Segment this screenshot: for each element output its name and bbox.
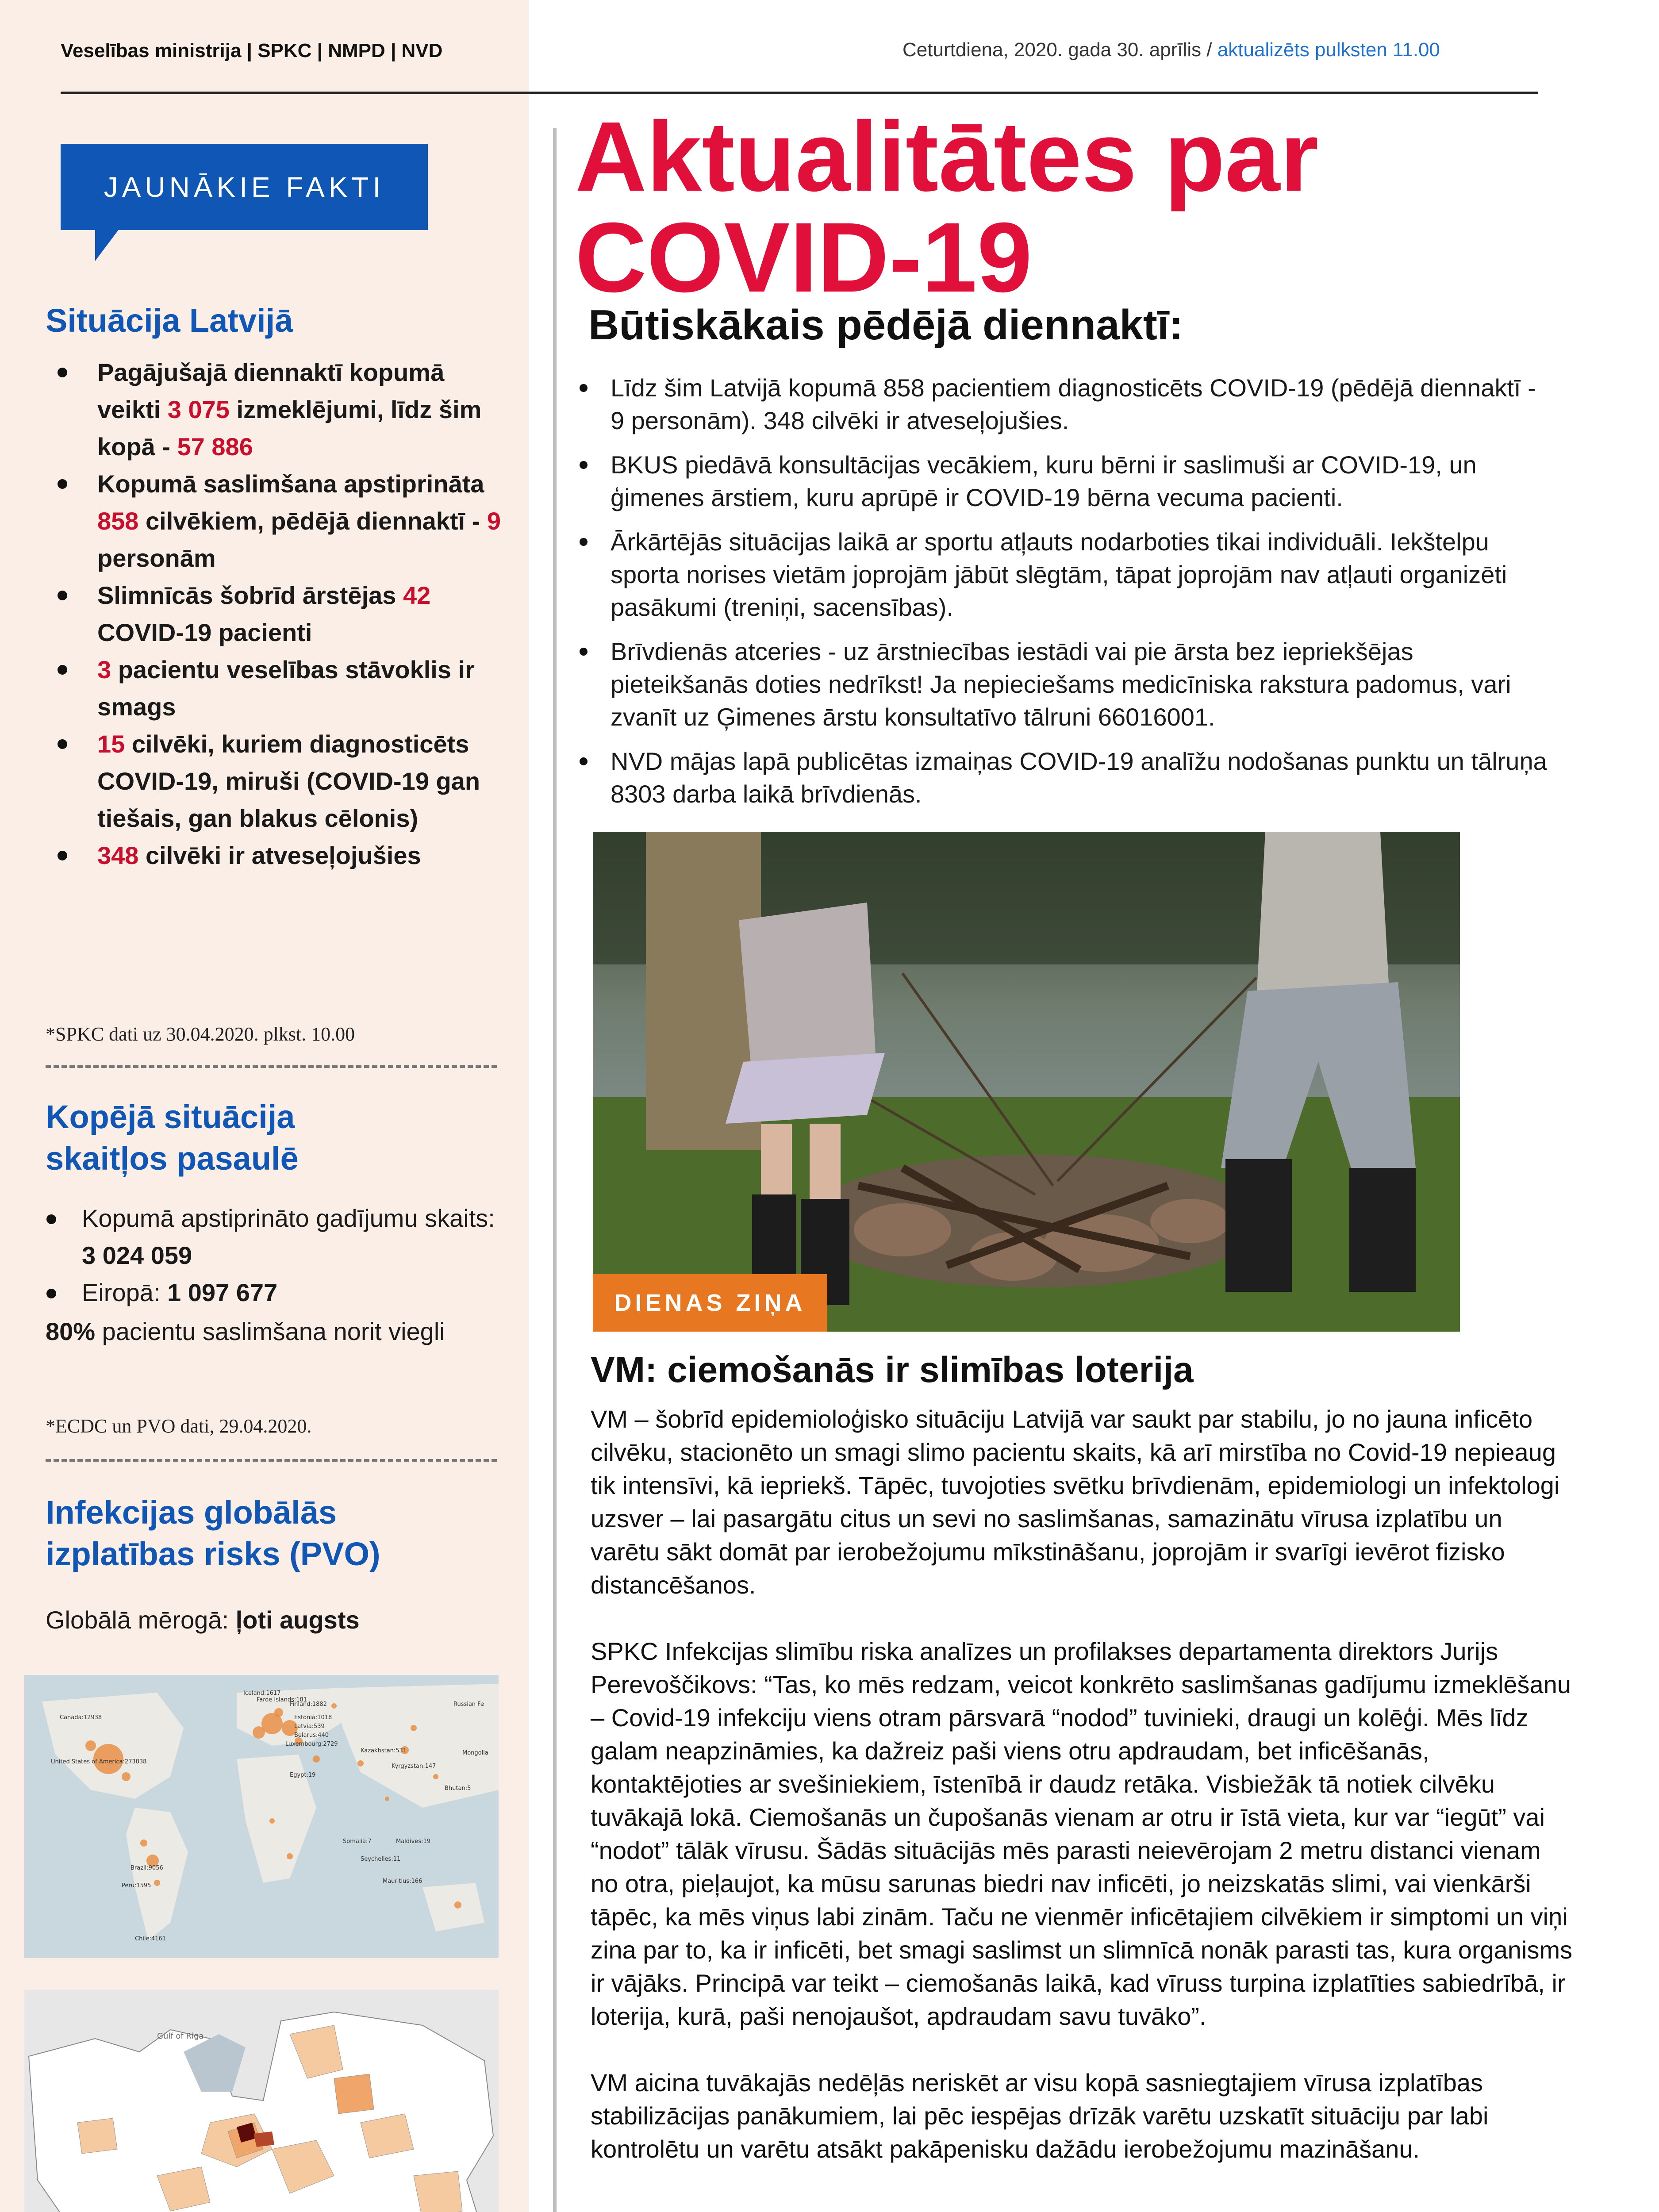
article-title: VM: ciemošanās ir slimības loterija <box>591 1350 1194 1390</box>
map-label: Estonia:1018 <box>294 1714 332 1721</box>
world-total: Kopumā apstiprināto gadījumu skaits: 3 024 059 <box>46 1200 507 1274</box>
map-label: Maldives:19 <box>396 1838 431 1845</box>
article-paragraph: VM – šobrīd epidemioloģisko situāciju Latvijā var saukt par stabilu, jo no jauna inficēto cilvēku, stacionēto un smagi slimo pacientu skaits, kā arī mirstība no Covid-19 nepieaug tik intensīvi, kā iepriekš. Tāpēc, tuvojoties svētku brīvdienām, epidemiologi un infektologi uzsver – lai pasargātu citus un sevi no saslimšanas, samazinātu vīrusa izplatību un varētu sākt domāt par ierobežojumu mīkstināšanu, joprojām ir svarīgi ievērot fizisko distancēšanos. <box>591 1405 1560 1599</box>
ecdc-note: *ECDC un PVO dati, 29.04.2020. <box>46 1415 312 1437</box>
risk-level-text: Globālā mērogā: ļoti augsts <box>46 1606 360 1634</box>
daily-news-tag: DIENAS ZIŅA <box>593 1274 827 1332</box>
column-divider <box>553 128 557 2212</box>
map-label: Belarus:440 <box>294 1732 329 1739</box>
date-text: Ceturtdiena, 2020. gada 30. aprīlis <box>902 39 1202 61</box>
map-label: Canada:12938 <box>60 1714 102 1721</box>
date-separator: / <box>1206 39 1212 61</box>
campfire-photo <box>593 832 1460 1332</box>
key-news-list <box>580 372 1553 822</box>
map-label: Seychelles:11 <box>361 1856 401 1863</box>
world-europe: Eiropā: 1 097 677 <box>46 1274 507 1311</box>
map-label: Mongolia <box>462 1750 488 1756</box>
news-bullet: NVD mājas lapā publicētas izmaiņas COVID-19 analīžu nodošanas punktu un tālruņa 8303 darba laikā brīvdienās. <box>580 745 1553 810</box>
latvia-fact: 3 pacientu veselības stāvoklis ir smags <box>58 651 513 726</box>
map-label: Brazil:9056 <box>131 1865 163 1871</box>
organizations-header: Veselības ministrija | SPKC | NMPD | NVD <box>61 40 443 61</box>
spkc-note: *SPKC dati uz 30.04.2020. plkst. 10.00 <box>46 1023 355 1045</box>
map-label: Kazakhstan:531 <box>361 1747 407 1754</box>
key-news-subtitle: Būtiskākais pēdējā diennaktī: <box>588 301 1183 349</box>
latvia-facts-list <box>58 354 513 874</box>
news-bullet: Brīvdienās atceries - uz ārstniecības iestādi vai pie ārsta bez iepriekšējas pieteikšanās doties nedrīkst! Ja nepieciešams medicīniska rakstura padomus, vari zvanīt uz Ģimenes ārstu konsultatīvo tālruni 66016001. <box>580 635 1553 733</box>
map-label: Somalia:7 <box>343 1838 372 1845</box>
latvia-heading: Situācija Latvijā <box>46 302 293 339</box>
map-label: Mauritius:166 <box>383 1878 422 1885</box>
article-paragraph: SPKC Infekcijas slimību riska analīzes un profilakses departamenta direktors Jurijs Perevoščikovs: “Tas, ko mēs redzam, veicot konkrēto saslimšanas gadījumu izmeklēšanu – Covid-19 infekciju viens otram pārsvarā “nodod” tuvinieki, draugi un kolēģi. Mēs līdz galam neapzināmies, ka dažreiz paši viens otru apdraudam, bet inficēšanās, kontaktējoties ar svešiniekiem, īstenībā ir daudz retāka. Visbiežāk tā notiek cilvēku tuvākajā lokā. Ciemošanās un čupošanās vienam ar otru ir īstā vieta, kur var “iegūt” vai “nodot” tālāk vīrusu. Šādās situācijās mēs parasti neievērojam 2 metru distanci vienam no otra, pieļaujot, ka mūsu sarunas biedri nav inficēti, jo neizskatās slimi, vai vienkārši tāpēc, ka mēs viņus labi zinām. Taču ne vienmēr inficētajiem cilvēkiem ir simptomi un viņi zina par to, ka ir inficēti, bet smagi saslimst un slimnīcā nonāk parasti tas, kura organisms ir vājāks. Principā var teikt – ciemošanās laikā, kad vīruss turpina izplatīties sabiedrībā, ir loterija, kurā, paši nenojaušot, apdraudam savu tuvāko”. <box>591 1637 1573 2030</box>
map-label: Latvia:539 <box>294 1723 325 1730</box>
article-body <box>591 1402 1573 2199</box>
news-bullet: BKUS piedāvā konsultācijas vecākiem, kuru bērni ir saslimuši ar COVID-19, un ģimenes ārstiem, kuru aprūpē ir COVID-19 bērna vecuma pacienti. <box>580 449 1553 514</box>
map-label: Luxembourg:2729 <box>285 1741 338 1747</box>
article-paragraph: VM aicina tuvākajās nedēļās neriskēt ar visu kopā sasniegtajiem vīrusa izplatības stabilizācijas panākumiem, lai pēc iespējas drīzāk varētu uzskatīt situāciju par labi kontrolētu un varētu atsākt pakāpenisku dažādu ierobežojumu mazināšanu. <box>591 2069 1489 2163</box>
map-label: United States of America:273838 <box>51 1759 147 1765</box>
risk-heading: Infekcijas globālās izplatības risks (PVO) <box>46 1494 380 1572</box>
map-label: Iceland:1617 <box>243 1690 281 1697</box>
header-rule <box>61 92 1538 94</box>
dashed-divider <box>46 1459 497 1462</box>
map-label: Faroe Islands:181 <box>257 1697 307 1703</box>
latvia-fact: Slimnīcās šobrīd ārstējas 42 COVID-19 pacienti <box>58 577 513 651</box>
latvia-fact: Kopumā saslimšana apstiprināta 858 cilvēkiem, pēdējā diennaktī - 9 personām <box>58 465 513 577</box>
latvia-municipality-map <box>24 1990 499 2212</box>
map-label: Bhutan:5 <box>445 1785 471 1792</box>
latvia-fact: 348 cilvēki ir atveseļojušies <box>58 837 513 874</box>
latvia-fact: 15 cilvēki, kuriem diagnosticēts COVID-19, miruši (COVID-19 gan tiešais, gan blakus cēlonis) <box>58 726 513 837</box>
latest-facts-badge: JAUNĀKIE FAKTI <box>61 144 428 230</box>
world-facts-list <box>46 1200 507 1311</box>
world-heading: Kopējā situācija skaitļos pasaulē <box>46 1098 299 1177</box>
map-label: Egypt:19 <box>290 1772 316 1778</box>
news-bullet: Ārkārtējās situācijas laikā ar sportu atļauts nodarboties tikai individuāli. Iekštelpu sporta norises vietām joprojām jābūt slēgtām, tāpat joprojām nav atļauti organizēti pasākumi (treniņi, sacensības). <box>580 526 1553 624</box>
mild-cases-text: 80% pacientu saslimšana norit viegli <box>46 1317 445 1345</box>
dateline <box>902 39 1440 61</box>
map-label: Russian Fe <box>453 1701 484 1708</box>
map-label: Peru:1595 <box>122 1882 151 1889</box>
news-bullet: Līdz šim Latvijā kopumā 858 pacientiem diagnosticēts COVID-19 (pēdējā diennaktī - 9 personām). 348 cilvēki ir atveseļojušies. <box>580 372 1553 437</box>
map-label: Kyrgyzstan:147 <box>392 1763 436 1770</box>
badge-speech-tail <box>95 226 122 261</box>
latvia-fact: Pagājušajā diennaktī kopumā veikti 3 075 izmeklējumi, līdz šim kopā - 57 886 <box>58 354 513 465</box>
map-label: Chile:4161 <box>135 1936 166 1942</box>
gulf-label: Gulf of Riga <box>157 2032 204 2041</box>
world-spread-map <box>24 1675 499 1958</box>
page-title: Aktualitātes par COVID-19 <box>575 101 1319 313</box>
map-label: Finland:1882 <box>290 1701 327 1708</box>
updated-time: aktualizēts pulksten 11.00 <box>1217 39 1440 61</box>
dashed-divider <box>46 1065 497 1068</box>
